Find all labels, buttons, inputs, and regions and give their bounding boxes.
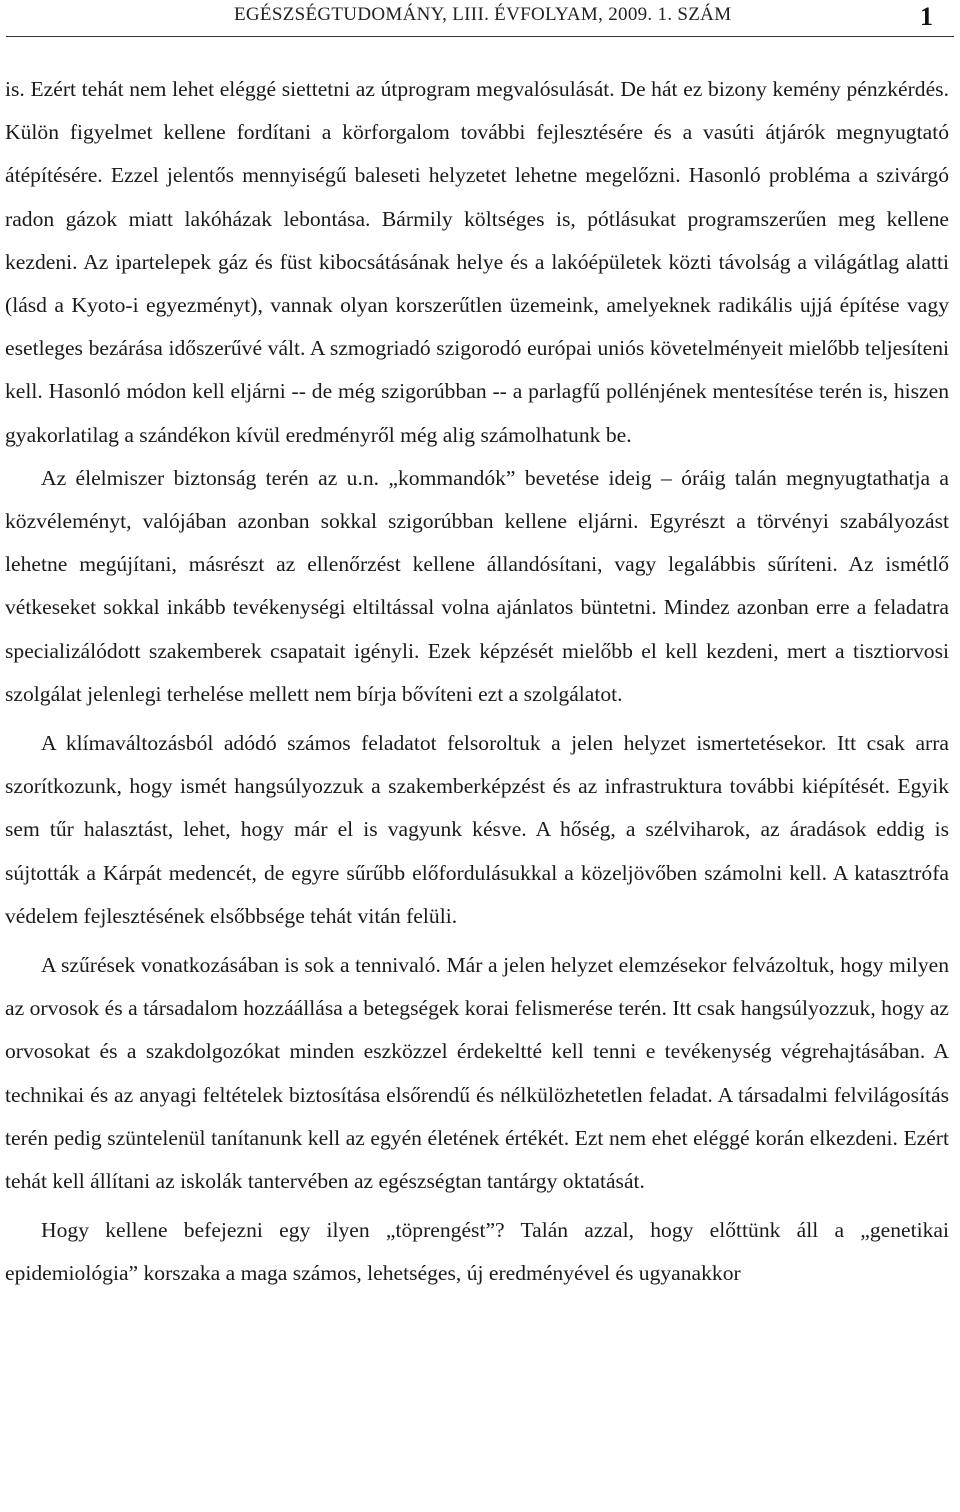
journal-title: EGÉSZSÉGTUDOMÁNY, LIII. ÉVFOLYAM, 2009. 1. SZÁM [234,4,732,25]
body-text [5,68,949,1296]
running-header [0,0,960,42]
paragraph-5: Hogy kellene befejezni egy ilyen „töprengést”? Talán azzal, hogy előttünk áll a „genetikai epidemiológia” korszaka a maga számos, lehetséges, új eredményével és ugyanakkor [5,1218,949,1286]
header-rule [6,36,954,37]
paragraph-2: Az élelmiszer biztonság terén az u.n. „kommandók” bevetése ideig – óráig talán megnyugtathatja a közvéleményt, valójában azonban sokkal szigorúbban kellene eljárni. Egyrészt a törvényi szabályozást lehetne megújítani, másrészt az ellenőrzést kellene állandósítani, vagy legalábbis sűríteni. Az ismétlő vétkeseket sokkal inkább tevékenységi eltiltással volna ajánlatos büntetni. Mindez azonban erre a feladatra specializálódott szakemberek csapatait igényli. Ezek képzését mielőbb el kell kezdeni, mert a tisztiorvosi szolgálat jelenlegi terhelése mellett nem bírja bővíteni ezt a szolgálatot. [5,465,949,706]
paragraph-1: is. Ezért tehát nem lehet eléggé siettetni az útprogram megvalósulását. De hát ez bizony kemény pénzkérdés. Külön figyelmet kellene fordítani a körforgalom további fejlesztésére és a vasúti átjárók megnyugtató átépítésére. Ezzel jelentős mennyiségű baleseti helyzetet lehetne megelőzni. Hasonló probléma a szivárgó radon gázok miatt lakóházak lebontása. Bármily költséges is, pótlásukat programszerűen meg kellene kezdeni. Az ipartelepek gáz és füst kibocsátásának helye és a lakóépületek közti távolság a világátlag alatti (lásd a Kyoto-i egyezményt), vannak olyan korszerűtlen üzemeink, amelyeknek radikális ujjá építése vagy esetleges bezárása időszerűvé vált. A szmogriadó szigorodó európai uniós követelményeit mielőbb teljesíteni kell. Hasonló módon kell eljárni -- de még szigorúbban -- a parlagfű pollénjének mentesítése terén is, hiszen gyakorlatilag a szándékon kívül eredményről még alig számolhatunk be. [5,77,949,447]
paragraph-3: A klímaváltozásból adódó számos feladatot felsoroltuk a jelen helyzet ismertetésekor. Itt csak arra szorítkozunk, hogy ismét hangsúlyozzuk a szakemberképzést és az infrastruktura további kiépítését. Egyik sem tűr halasztást, lehet, hogy már el is vagyunk késve. A hőség, a szélviharok, az áradások eddig is sújtották a Kárpát medencét, de egyre sűrűbb előfordulásukkal a közeljövőben számolni kell. A katasztrófa védelem fejlesztésének elsőbbsége tehát vitán felüli. [5,731,949,928]
page-number: 1 [920,2,933,31]
paragraph-4: A szűrések vonatkozásában is sok a tennivaló. Már a jelen helyzet elemzésekor felvázoltuk, hogy milyen az orvosok és a társadalom hozzáállása a betegségek korai felismerése terén. Itt csak hangsúlyozzuk, hogy az orvosokat és a szakdolgozókat minden eszközzel érdekeltté kell tenni e tevékenység végrehajtásában. A technikai és az anyagi feltételek biztosítása elsőrendű és nélkülözhetetlen feladat. A társadalmi felvilágosítás terén pedig szüntelenül tanítanunk kell az egyén életének értékét. Ezt nem ehet eléggé korán elkezdeni. Ezért tehát kell állítani az iskolák tantervében az egészségtan tantárgy oktatását. [5,953,949,1194]
